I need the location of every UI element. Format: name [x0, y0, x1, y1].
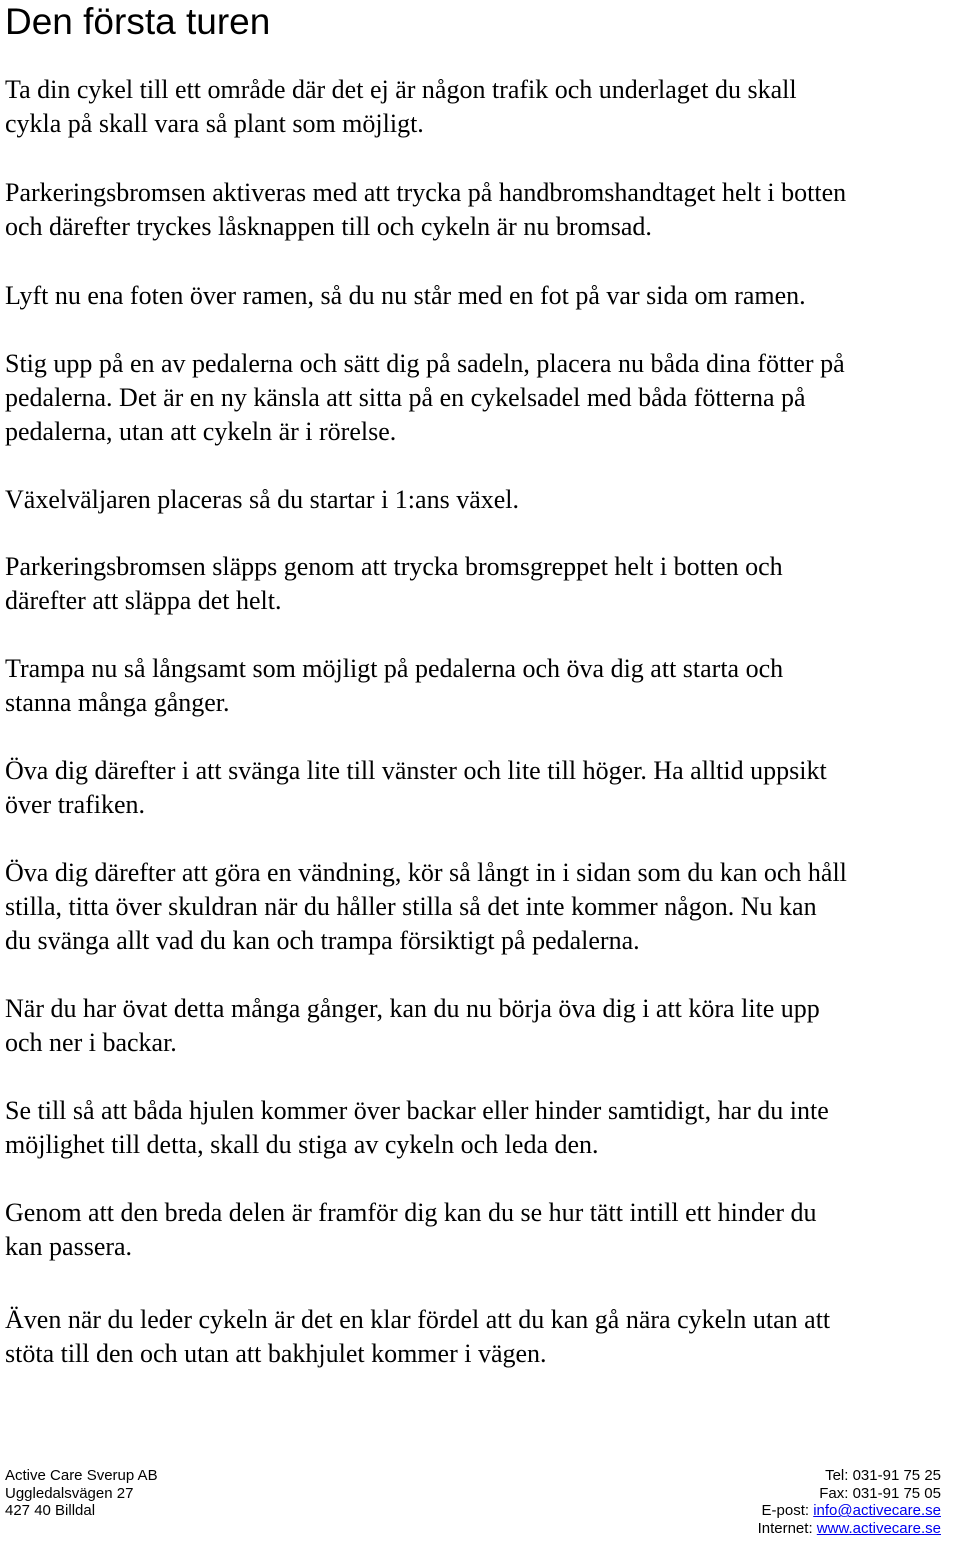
- paragraph-line: pedalerna. Det är en ny känsla att sitta på en cykelsadel med båda fötterna på: [5, 383, 806, 412]
- paragraph-line: och ner i backar.: [5, 1028, 177, 1057]
- paragraph-line: Lyft nu ena foten över ramen, så du nu står med en fot på var sida om ramen.: [5, 281, 806, 310]
- paragraph-line: stilla, titta över skuldran när du håller stilla så det inte kommer någon. Nu kan: [5, 892, 817, 921]
- paragraph-line: och därefter tryckes låsknappen till och cykeln är nu bromsad.: [5, 212, 652, 241]
- paragraph-line: cykla på skall vara så plant som möjligt.: [5, 109, 424, 138]
- paragraph-line: Ta din cykel till ett område där det ej är någon trafik och underlaget du skall: [5, 75, 797, 104]
- website-row: [758, 1520, 941, 1538]
- paragraph-11: [5, 1094, 829, 1162]
- page-title: Den första turen: [5, 1, 271, 42]
- email-row: [758, 1502, 941, 1520]
- paragraph-line: över trafiken.: [5, 790, 146, 819]
- paragraph-line: du svänga allt vad du kan och trampa försiktigt på pedalerna.: [5, 926, 640, 955]
- email-link[interactable]: info@activecare.se: [813, 1502, 941, 1520]
- paragraph-line: Stig upp på en av pedalerna och sätt dig på sadeln, placera nu båda dina fötter på: [5, 349, 845, 378]
- footer-contact: [758, 1467, 941, 1537]
- paragraph-line: När du har övat detta många gånger, kan du nu börja öva dig i att köra lite upp: [5, 994, 820, 1023]
- paragraph-line: Trampa nu så långsamt som möjligt på pedalerna och öva dig att starta och: [5, 654, 784, 683]
- fax-number: Fax: 031-91 75 05: [819, 1484, 941, 1502]
- paragraph-6: [5, 550, 783, 618]
- paragraph-line: Även när du leder cykeln är det en klar fördel att du kan gå nära cykeln utan att: [5, 1305, 831, 1334]
- paragraph-12: [5, 1196, 817, 1264]
- website-link[interactable]: www.activecare.se: [816, 1519, 941, 1537]
- footer-address: [5, 1467, 158, 1520]
- paragraph-line: stöta till den och utan att bakhjulet kommer i vägen.: [5, 1339, 547, 1368]
- paragraph-7: [5, 652, 783, 720]
- paragraph-3: [5, 279, 806, 313]
- paragraph-1: [5, 73, 797, 141]
- paragraph-line: möjlighet till detta, skall du stiga av cykeln och leda den.: [5, 1130, 599, 1159]
- phone-number: Tel: 031-91 75 25: [825, 1467, 941, 1484]
- street-address: Uggledalsvägen 27: [5, 1484, 134, 1502]
- paragraph-line: Parkeringsbromsen aktiveras med att trycka på handbromshandtaget helt i botten: [5, 178, 847, 207]
- paragraph-line: kan passera.: [5, 1232, 133, 1261]
- paragraph-line: Se till så att båda hjulen kommer över backar eller hinder samtidigt, har du inte: [5, 1096, 829, 1125]
- paragraph-line: därefter att släppa det helt.: [5, 586, 282, 615]
- paragraph-line: stanna många gånger.: [5, 688, 230, 717]
- paragraph-2: [5, 176, 846, 244]
- paragraph-13: [5, 1303, 830, 1371]
- paragraph-line: Genom att den breda delen är framför dig kan du se hur tätt intill ett hinder du: [5, 1198, 817, 1227]
- paragraph-10: [5, 992, 820, 1060]
- paragraph-line: Öva dig därefter i att svänga lite till vänster och lite till höger. Ha alltid uppsikt: [5, 756, 827, 785]
- paragraph-4: [5, 347, 845, 449]
- paragraph-9: [5, 856, 847, 958]
- company-name: Active Care Sverup AB: [5, 1467, 158, 1484]
- email-label: E-post:: [761, 1502, 814, 1520]
- paragraph-line: Parkeringsbromsen släpps genom att trycka bromsgreppet helt i botten och: [5, 552, 783, 581]
- paragraph-5: [5, 483, 519, 517]
- paragraph-line: Öva dig därefter att göra en vändning, kör så långt in i sidan som du kan och håll: [5, 858, 847, 887]
- paragraph-line: pedalerna, utan att cykeln är i rörelse.: [5, 417, 397, 446]
- website-label: Internet:: [757, 1519, 817, 1537]
- postal-address: 427 40 Billdal: [5, 1502, 96, 1520]
- paragraph-line: Växelväljaren placeras så du startar i 1:ans växel.: [5, 485, 519, 514]
- paragraph-8: [5, 754, 827, 822]
